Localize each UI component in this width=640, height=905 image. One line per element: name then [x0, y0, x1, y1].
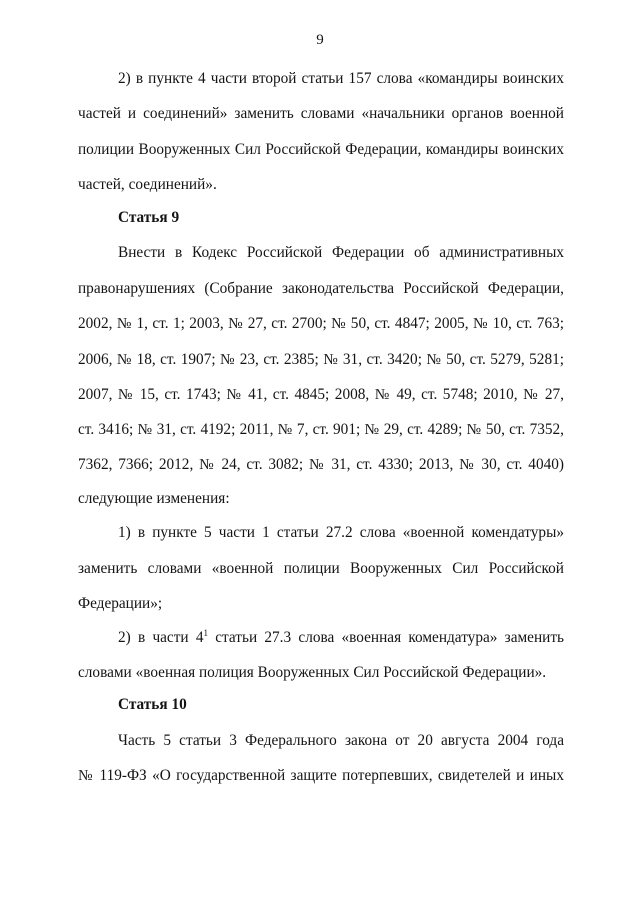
paragraph-line: словами «военная полиция Вооруженных Сил Российской Федерации».: [78, 664, 547, 681]
paragraph-line: Внести в Кодекс Российской Федерации об административных: [118, 244, 564, 261]
paragraph-line: Часть 5 статьи 3 Федерального закона от 20 августа 2004 года: [118, 732, 564, 749]
paragraph-line: № 119-ФЗ «О государственной защите потерпевших, свидетелей и иных: [78, 767, 564, 784]
paragraph-line: ст. 3416; № 31, ст. 4192; 2011, № 7, ст. 901; № 29, ст. 4289; № 50, ст. 7352,: [78, 421, 564, 438]
paragraph-line: 2007, № 15, ст. 1743; № 41, ст. 4845; 2008, № 49, ст. 5748; 2010, № 27,: [78, 386, 564, 403]
superscript: 1: [203, 628, 208, 638]
paragraph-line: правонарушениях (Собрание законодательства Российской Федерации,: [78, 280, 564, 297]
paragraph-line: 2006, № 18, ст. 1907; № 23, ст. 2385; № 31, ст. 3420; № 50, ст. 5279, 5281;: [78, 351, 564, 368]
article-heading: Статья 9: [118, 209, 180, 226]
line-text-before-superscript: 2) в части 4: [118, 629, 204, 646]
line-text-after-superscript: статьи 27.3 слова «военная комендатура» заменить: [208, 629, 564, 646]
paragraph-line: 7362, 7366; 2012, № 24, ст. 3082; № 31, ст. 4330; 2013, № 30, ст. 4040): [78, 456, 564, 473]
page-number: 9: [316, 32, 324, 48]
paragraph-line: [118, 628, 564, 648]
paragraph-line: 2) в пункте 4 части второй статьи 157 слова «командиры воинских: [118, 70, 564, 87]
article-heading: Статья 10: [118, 696, 187, 713]
paragraph-line: заменить словами «военной полиции Вооруженных Сил Российской: [78, 560, 564, 577]
paragraph-line: Федерации»;: [78, 595, 163, 612]
paragraph-line: следующие изменения:: [78, 490, 230, 507]
paragraph-line: частей, соединений».: [78, 176, 217, 193]
paragraph-line: полиции Вооруженных Сил Российской Федерации, командиры воинских: [78, 141, 564, 158]
paragraph-line: 1) в пункте 5 части 1 статьи 27.2 слова «военной комендатуры»: [118, 524, 564, 541]
paragraph-line: частей и соединений» заменить словами «начальники органов военной: [78, 105, 564, 122]
paragraph-line: 2002, № 1, ст. 1; 2003, № 27, ст. 2700; № 50, ст. 4847; 2005, № 10, ст. 763;: [78, 315, 564, 332]
